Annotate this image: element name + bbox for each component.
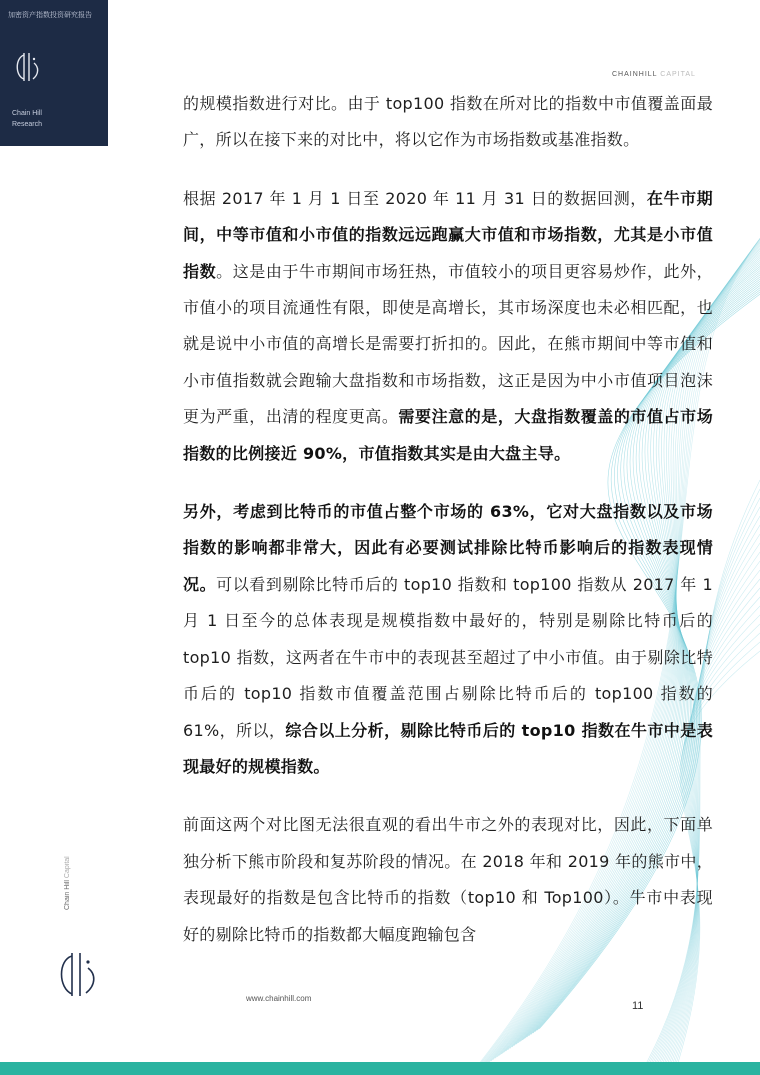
text-run: 根据 2017 年 1 月 1 日至 2020 年 11 月 31 日的数据回测， bbox=[183, 188, 647, 208]
header-brand-name: CHAINHILL CAPITAL bbox=[612, 71, 696, 78]
paragraph bbox=[183, 181, 713, 472]
text-run: 的规模指数进行对比。由于 top100 指数在所对比的指数中市值覆盖面最广，所以在接下来的对比中，将以它作为市场指数或基准指数。 bbox=[183, 94, 713, 150]
paragraph bbox=[183, 807, 713, 953]
text-run: 。这是由于牛市期间市场狂热，市值较小的项目更容易炒作，此外，市值小的项目流通性有限，即使是高增长，其市场深度也未必相匹配，也就是说中小市值的高增长是需要打折扣的。因此，在熊市期间中等市值和小市值指数就会跑输大盘指数和市场指数，这正是因为中小市值项目泡沫更为严重，出清的程度更高。 bbox=[183, 261, 713, 427]
paragraph bbox=[183, 494, 713, 785]
text-run: 可以看到剔除比特币后的 top10 指数和 top100 指数从 2017 年 1 月 1 日至今的总体表现是规模指数中最好的，特别是剔除比特币后的 top10 指数，这两者在牛市中的表现甚至超过了中小市值。由于剔除比特币后的 top10 指数市值覆盖范围占剔除比特币后的 top100 指数的 61%，所以， bbox=[183, 574, 713, 740]
chainhill-logo-icon bbox=[10, 50, 44, 84]
report-body-text bbox=[183, 86, 713, 975]
corner-brand-name: Chain Hill Research bbox=[12, 110, 42, 128]
bottom-accent-bar bbox=[0, 1062, 760, 1075]
bold-text-run: 综合以上分析，剔除比特币后的 top10 指数在牛市中是表现最好的规模指数。 bbox=[183, 720, 713, 776]
bold-text-run: 在牛市期间，中等市值和小市值的指数远远跑赢大市值和市场指数，尤其是小市值指数 bbox=[183, 188, 713, 281]
bold-text-run: 另外，考虑到比特币的市值占整个市场的 63%，它对大盘指数以及市场指数的影响都非常大，因此有必要测试排除比特币影响后的指数表现情况。 bbox=[183, 502, 713, 594]
page-number: 11 bbox=[632, 1000, 644, 1012]
vertical-brand-name: Chain Hill Capital bbox=[64, 856, 71, 910]
paragraph bbox=[183, 86, 713, 159]
brand-corner-block bbox=[0, 0, 108, 146]
text-run: 前面这两个对比图无法很直观的看出牛市之外的表现对比，因此，下面单独分析下熊市阶段和复苏阶段的情况。在 2018 年和 2019 年的熊市中，表现最好的指数是包含比特币的指数（top10 和 Top100）。牛市中表现好的剔除比特币的指数都大幅度跑输包含 bbox=[183, 815, 713, 944]
bold-text-run: 需要注意的是，大盘指数覆盖的市值占市场指数的比例接近 90%，市值指数其实是由大盘主导。 bbox=[183, 407, 713, 463]
footer-website: www.chainhill.com bbox=[246, 994, 312, 1003]
report-title: 加密资产指数投资研究报告 bbox=[8, 11, 92, 19]
chainhill-logo-footer-icon bbox=[52, 950, 104, 998]
